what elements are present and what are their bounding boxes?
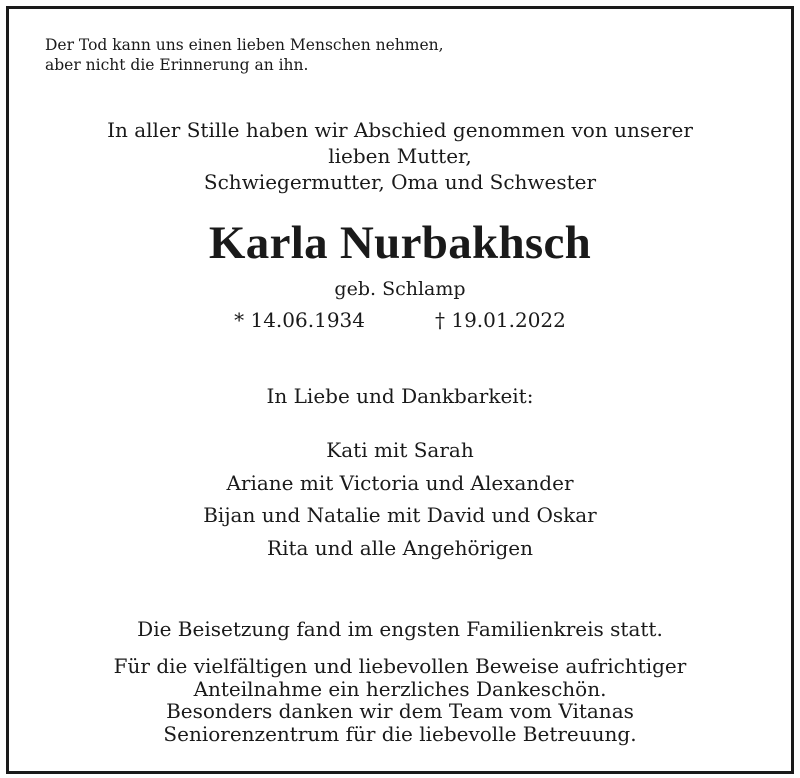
gratitude-text (9, 655, 791, 745)
obituary-notice (6, 6, 794, 774)
intro-text (9, 117, 791, 195)
death-date: † 19.01.2022 (435, 308, 566, 332)
birth-date: * 14.06.1934 (234, 308, 365, 332)
gratitude-line: Für die vielfältigen und liebevollen Beweise aufrichtiger (113, 654, 687, 678)
funeral-note: Die Beisetzung fand im engsten Familienkreis statt. (137, 617, 663, 641)
gratitude-line: Seniorenzentrum für die liebevolle Betreuung. (163, 721, 637, 746)
thanks-heading: In Liebe und Dankbarkeit: (266, 384, 534, 408)
motto-quote (45, 35, 444, 75)
mourners-list (9, 434, 791, 564)
mourner-entry: Rita und alle Angehörigen (267, 535, 533, 560)
mourner-entry: Ariane mit Victoria und Alexander (226, 470, 574, 495)
birth-name: geb. Schlamp (334, 278, 466, 300)
gratitude-line: Anteilnahme ein herzliches Dankeschön. (193, 676, 607, 701)
deceased-name: Karla Nurbakhsch (208, 217, 592, 269)
intro-line: Schwiegermutter, Oma und Schwester (203, 170, 597, 194)
motto-line: Der Tod kann uns einen lieben Menschen nehmen, (45, 36, 444, 54)
life-dates (9, 306, 791, 334)
motto-line: aber nicht die Erinnerung an ihn. (45, 56, 309, 74)
gratitude-line: Besonders danken wir dem Team vom Vitanas (166, 699, 634, 723)
mourner-entry: Kati mit Sarah (326, 438, 474, 462)
intro-line: lieben Mutter, (328, 144, 472, 168)
intro-line: In aller Stille haben wir Abschied genommen von unserer (107, 118, 693, 142)
mourner-entry: Bijan und Natalie mit David und Oskar (203, 503, 597, 527)
